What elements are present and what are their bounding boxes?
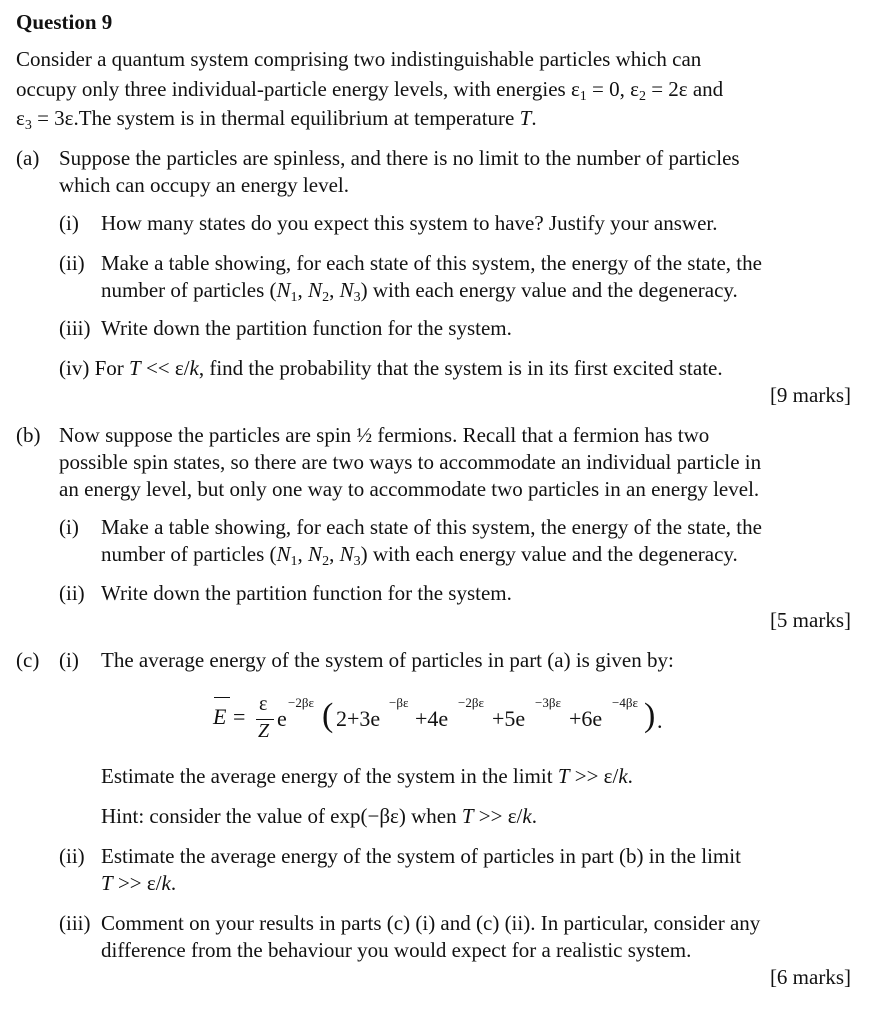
part-c-ii-text: Estimate the average energy of the system of particles in part (b) in the limit — [101, 844, 741, 868]
part-c-i-text: The average energy of the system of particles in part (a) is given by: — [101, 648, 674, 672]
formula-term-4: +6e — [569, 706, 603, 731]
part-c-i-label: (i) — [59, 648, 79, 672]
formula-period: . — [657, 708, 663, 733]
part-c-iii-label: (iii) — [59, 911, 91, 935]
formula-term-1: 2+3e — [336, 706, 381, 731]
part-c-estimate: Estimate the average energy of the system in the limit T >> ε/k. — [101, 764, 633, 788]
part-b-text-2: possible spin states, so there are two ways to accommodate an individual particle in — [59, 450, 762, 474]
part-b-i-text-2: number of particles ($N_1$, $N_2$, $N_3$) with each energy value and the degeneracy. — [101, 542, 738, 569]
formula-term-3: +5e — [492, 706, 526, 731]
part-b-ii-text: Write down the partition function for the system. — [101, 581, 512, 605]
intro-line-1: Consider a quantum system comprising two indistinguishable particles which can — [16, 47, 702, 71]
formula-exp-3: −2βε — [458, 695, 484, 710]
part-c-iii-text-2: difference from the behaviour you would expect for a realistic system. — [101, 938, 692, 962]
part-b-marks: [5 marks] — [769, 608, 851, 632]
formula-exp-4: −3βε — [535, 695, 561, 710]
formula-numerator: ε — [259, 693, 268, 715]
part-c-label: (c) — [16, 648, 40, 672]
part-a-ii-text: Make a table showing, for each state of this system, the energy of the state, the — [101, 251, 762, 275]
formula-exp-5: −4βε — [612, 695, 638, 710]
part-c-marks: [6 marks] — [769, 965, 851, 989]
intro-line-3: $\varepsilon_3 = 3\varepsilon.The$ system is in thermal equilibrium at temperature T. — [16, 106, 537, 133]
part-a-label: (a) — [16, 146, 40, 170]
formula-equals: = — [233, 704, 246, 729]
part-a-iv-text: (iv) For T << ε/k, find the probability that the system is in its first excited state. — [59, 356, 723, 380]
part-a-text-2: which can occupy an energy level. — [59, 173, 349, 197]
formula-paren-open: ( — [322, 697, 334, 734]
part-c-ii-text-2: T >> ε/k. — [101, 871, 177, 895]
part-a-ii-text-2: number of particles ($N_1$, $N_2$, $N_3$) with each energy value and the degeneracy. — [101, 278, 738, 305]
part-a-i-label: (i) — [59, 211, 79, 235]
part-b-text-3: an energy level, but only one way to accommodate two particles in an energy level. — [59, 477, 760, 501]
formula-lhs-E: E — [213, 704, 227, 729]
question-title: Question 9 — [16, 10, 113, 34]
part-b-i-label: (i) — [59, 515, 79, 539]
part-b-text-1: Now suppose the particles are spin ½ fermions. Recall that a fermion has two — [59, 423, 710, 447]
part-a-iii-label: (iii) — [59, 316, 91, 340]
part-c-ii-label: (ii) — [59, 844, 85, 868]
part-b-ii-label: (ii) — [59, 581, 85, 605]
formula-prefactor-e: e — [277, 706, 287, 731]
formula-overbar — [214, 697, 230, 698]
formula-term-2: +4e — [415, 706, 449, 731]
part-a-iii-text: Write down the partition function for the system. — [101, 316, 512, 340]
part-b-i-text: Make a table showing, for each state of this system, the energy of the state, the — [101, 515, 762, 539]
intro-line-2: occupy only three individual-particle energy levels, with energies $\varepsilon_1 = 0$, $\varepsilon_2 = 2\varepsilon$ and — [16, 77, 724, 104]
formula-denominator: Z — [258, 720, 270, 742]
formula-exp-2: −βε — [389, 695, 409, 710]
part-c-hint: Hint: consider the value of exp(−βε) when T >> ε/k. — [101, 804, 537, 828]
formula-prefactor-exp: −2βε — [288, 695, 314, 710]
part-c-iii-text: Comment on your results in parts (c) (i) and (c) (ii). In particular, consider any — [101, 911, 761, 935]
formula-paren-close: ) — [644, 697, 656, 734]
average-energy-formula — [213, 692, 673, 748]
part-a-i-text: How many states do you expect this system to have? Justify your answer. — [101, 211, 718, 235]
part-a-ii-label: (ii) — [59, 251, 85, 275]
part-b-label: (b) — [16, 423, 41, 447]
part-a-text-1: Suppose the particles are spinless, and there is no limit to the number of particles — [59, 146, 740, 170]
part-a-marks: [9 marks] — [769, 383, 851, 407]
